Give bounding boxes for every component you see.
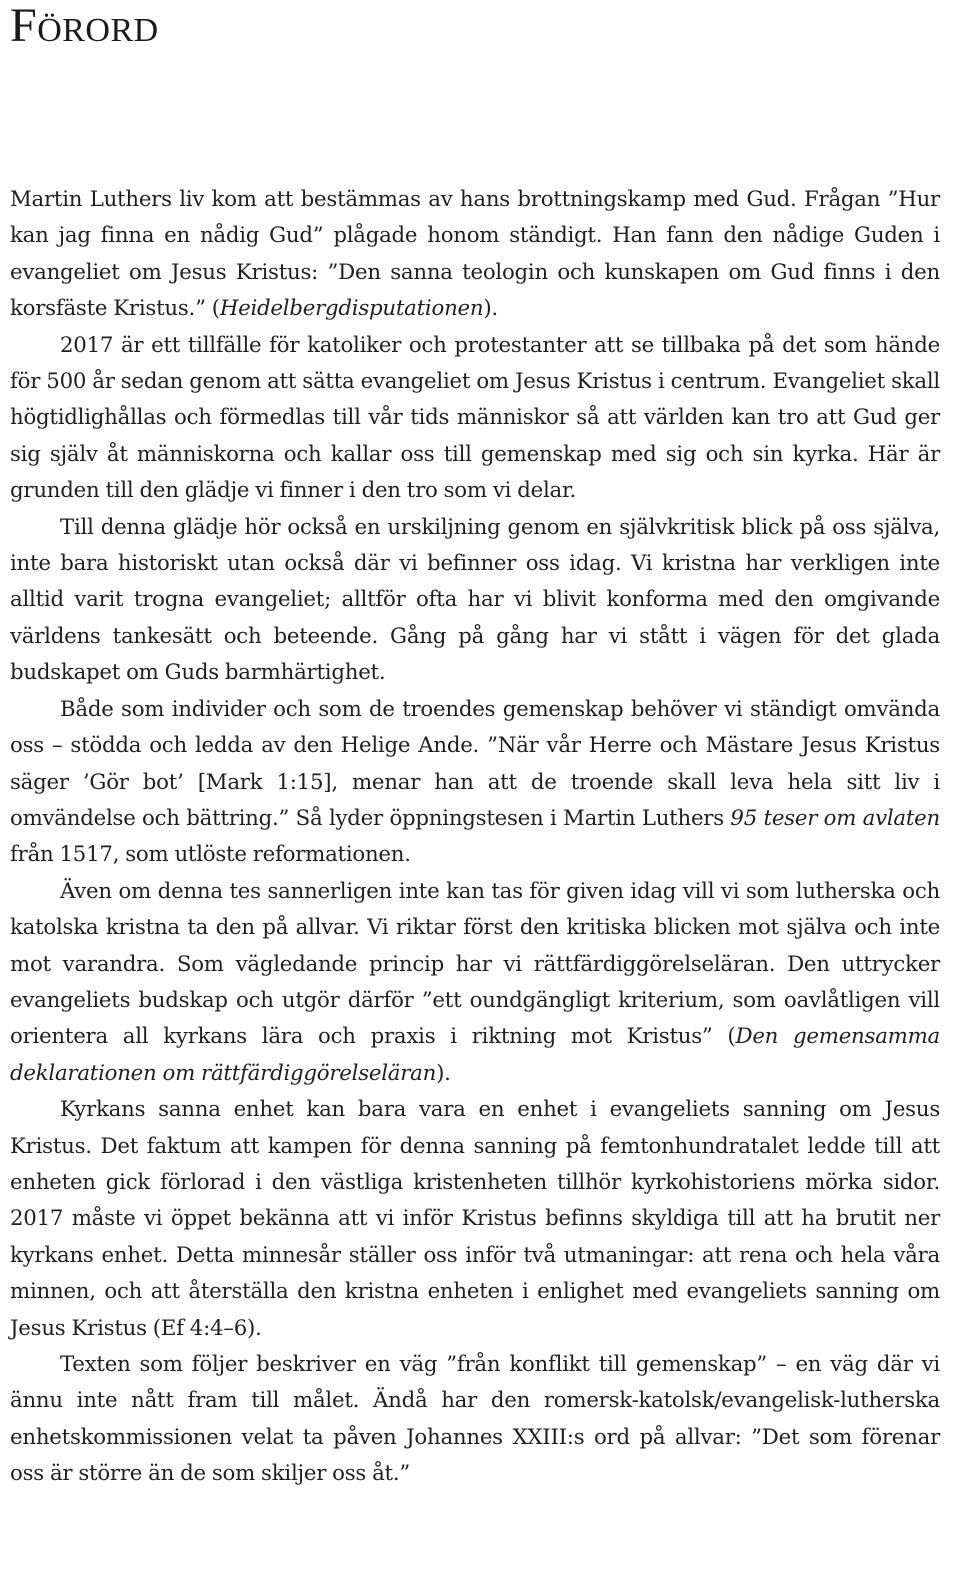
paragraph-4-text: Både som individer och som de troendes gemenskap behöver vi ständigt omvända oss – stödda och ledda av den Helige Ande. ”När vår Herre och Mästare Jesus Kristus säger ’Gör bot’ [Mark 1:15], menar han att de troende skall leva hela sitt liv i omvändelse och bättring.” Så lyder öppningstesen i Martin Luthers — [10, 696, 940, 831]
paragraph-5-closing: ). — [436, 1060, 451, 1086]
paragraph-3 — [10, 510, 940, 692]
paragraph-7 — [10, 1347, 940, 1493]
paragraph-2 — [10, 328, 940, 510]
paragraph-3-text: Till denna glädje hör också en urskiljning genom en självkritisk blick på oss själva, inte bara historiskt utan också där vi befinner oss idag. Vi kristna har verkligen inte alltid varit trogna evangeliet; alltför ofta har vi blivit konforma med den omgivande världens tankesätt och beteende. Gång på gång har vi stått i vägen för det glada budskapet om Guds barmhärtighet. — [10, 514, 940, 686]
body-text — [10, 182, 940, 1493]
paragraph-1-text: Martin Luthers liv kom att bestämmas av hans brottningskamp med Gud. Frågan ”Hur kan jag finna en nådig Gud” plågade honom ständigt. Han fann den nådige Guden i evangeliet om Jesus Kristus: ”Den sanna teologin och kunskapen om Gud finns i den korsfäste Kristus.” ( — [10, 187, 940, 322]
paragraph-4 — [10, 692, 940, 874]
paragraph-5-citation: Den gemensamma deklarationen om rättfärdiggörelseläran — [10, 1024, 940, 1086]
paragraph-2-text: 2017 är ett tillfälle för katoliker och protestanter att se tillbaka på det som hände för 500 år sedan genom att sätta evangeliet om Jesus Kristus i centrum. Evangeliet skall högtidlighållas och förmedlas till vår tids människor så att världen kan tro att Gud ger sig själv åt människorna och kallar oss till gemenskap med sig och sin kyrka. Här är grunden till den glädje vi finner i den tro som vi delar. — [10, 332, 940, 504]
paragraph-1 — [10, 182, 940, 328]
paragraph-7-text: Texten som följer beskriver en väg ”från konflikt till gemenskap” – en väg där vi ännu inte nått fram till målet. Ändå har den romersk-katolsk/evangelisk-lutherska enhetskommissionen velat ta påven Johannes XXIII:s ord på allvar: ”Det som förenar oss är större än de som skiljer oss åt.” — [10, 1352, 940, 1487]
paragraph-6 — [10, 1092, 940, 1347]
paragraph-4-title: 95 teser om avlaten — [730, 805, 941, 831]
paragraph-5 — [10, 874, 940, 1092]
paragraph-5-text: Även om denna tes sannerligen inte kan tas för given idag vill vi som lutherska och katolska kristna ta den på allvar. Vi riktar först den kritiska blicken mot själva och inte mot varandra. Som vägledande princip har vi rättfärdiggörelseläran. Den uttrycker evangeliets budskap och utgör därför ”ett oundgängligt kriterium, som oavlåtligen vill orientera all kyrkans lära och praxis i riktning mot Kristus” ( — [10, 878, 940, 1050]
paragraph-1-citation: Heidelbergdisputationen — [219, 296, 484, 322]
paragraph-1-closing: ). — [483, 296, 498, 322]
page-title: Förord — [10, 0, 159, 52]
paragraph-4-closing: från 1517, som utlöste reformationen. — [10, 842, 411, 868]
paragraph-6-text: Kyrkans sanna enhet kan bara vara en enhet i evangeliets sanning om Jesus Kristus. Det faktum att kampen för denna sanning på femtonhundratalet ledde till att enheten gick förlorad i den västliga kristenheten tillhör kyrkohistoriens mörka sidor. 2017 måste vi öppet bekänna att vi inför Kristus befinns skyldiga till att ha brutit ner kyrkans enhet. Detta minnesår ställer oss inför två utmaningar: att rena och hela våra minnen, och att återställa den kristna enheten i enlighet med evangeliets sanning om Jesus Kristus (Ef 4:4–6). — [10, 1097, 940, 1341]
